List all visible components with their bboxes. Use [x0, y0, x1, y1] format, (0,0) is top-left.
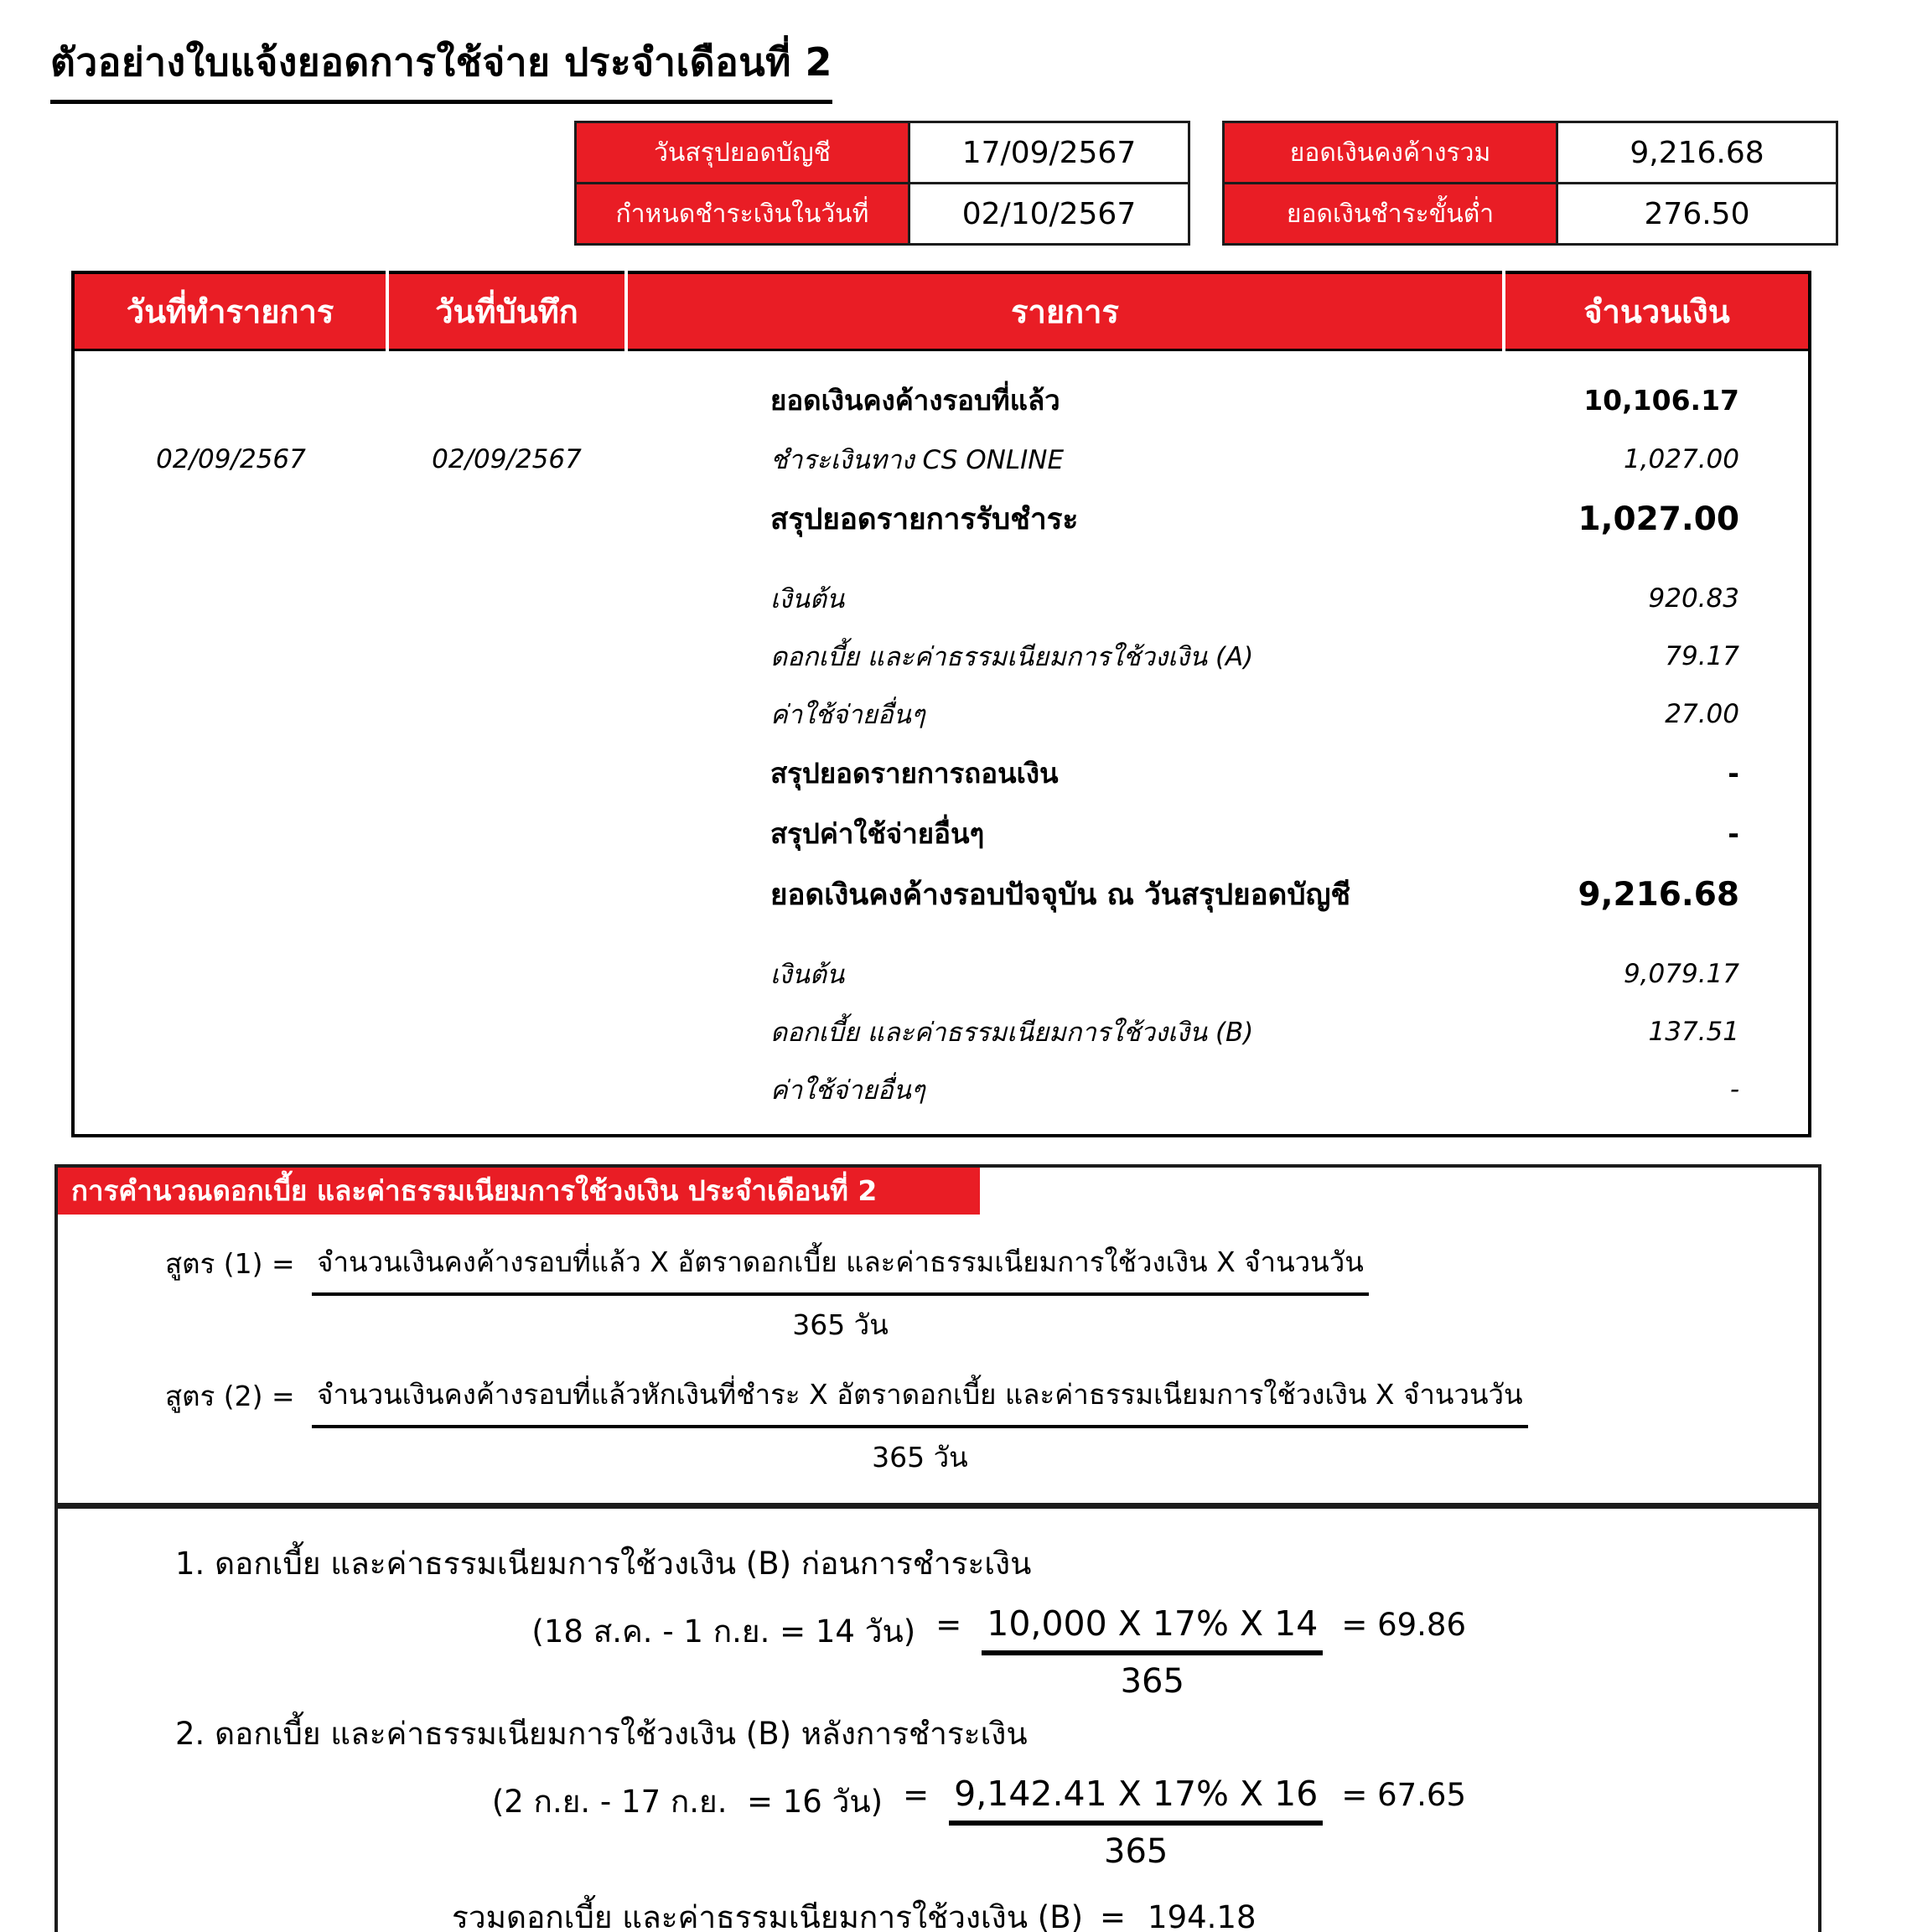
- example-1-calculation: [58, 1600, 1818, 1701]
- row-amount: -: [1728, 816, 1739, 850]
- row-description: ดอกเบี้ย และค่าธรรมเนียมการใช้วงเงิน (B): [770, 1017, 1254, 1048]
- row-amount: 920.83: [1648, 583, 1739, 614]
- statement-date-label: วันสรุปยอดบัญชี: [576, 122, 909, 184]
- page-title: ตัวอย่างใบแจ้งยอดการใช้จ่าย ประจำเดือนที่ 2: [50, 32, 832, 104]
- row-amount: 9,079.17: [1623, 958, 1739, 989]
- formula-2-fraction: [312, 1369, 1527, 1479]
- post-date: [387, 569, 626, 627]
- balance-summary-table: [1222, 121, 1838, 246]
- account-dates-table: [574, 121, 1190, 246]
- total-interest-label: รวมดอกเบี้ย และค่าธรรมเนียมการใช้วงเงิน (B): [452, 1898, 1084, 1932]
- total-interest-equals: =: [1100, 1898, 1127, 1932]
- table-row: [576, 184, 1189, 245]
- total-interest-value: 194.18: [1148, 1898, 1257, 1932]
- post-date: [387, 627, 626, 685]
- txn-date: [73, 1060, 387, 1136]
- example-2-equals: =: [903, 1776, 930, 1813]
- row-amount: -: [1728, 756, 1739, 790]
- row-amount: -: [1729, 1074, 1739, 1105]
- formula-1-denominator: 365 วัน: [792, 1308, 889, 1341]
- calculation-section-title: การคำนวณดอกเบี้ย และค่าธรรมเนียมการใช้วงเงิน ประจำเดือนที่ 2: [58, 1168, 980, 1215]
- row-amount: 1,027.00: [1578, 500, 1739, 538]
- statement-table-header-row: [73, 272, 1810, 350]
- row-amount: 27.00: [1665, 698, 1739, 729]
- txn-date: [73, 863, 387, 945]
- txn-date: [73, 627, 387, 685]
- interest-example-box: [54, 1506, 1821, 1932]
- table-row: [1224, 184, 1837, 245]
- formula-1-fraction: [312, 1236, 1369, 1347]
- total-interest-line: [452, 1893, 1818, 1932]
- row-description: สรุปค่าใช้จ่ายอื่นๆ: [770, 816, 985, 850]
- txn-date: [73, 685, 387, 743]
- row-amount: 10,106.17: [1583, 383, 1739, 417]
- header-posting-date: วันที่บันทึก: [387, 272, 626, 350]
- formula-1: [165, 1236, 1818, 1347]
- row-description: เงินต้น: [770, 959, 845, 990]
- example-1-denominator: 365: [1120, 1661, 1184, 1701]
- txn-date: [73, 488, 387, 569]
- post-date: [387, 945, 626, 1002]
- minimum-payment-value: 276.50: [1557, 184, 1837, 245]
- formula-2-numerator: จำนวนเงินคงค้างรอบที่แล้วหักเงินที่ชำระ X อัตราดอกเบี้ย และค่าธรรมเนียมการใช้วงเงิน X จำนวนวัน: [312, 1369, 1527, 1428]
- row-description: ยอดเงินคงค้างรอบปัจจุบัน ณ วันสรุปยอดบัญชี: [770, 878, 1351, 912]
- row-description: สรุปยอดรายการถอนเงิน: [770, 756, 1059, 790]
- total-outstanding-label: ยอดเงินคงค้างรวม: [1224, 122, 1557, 184]
- post-date: [387, 1060, 626, 1136]
- post-date: [387, 350, 626, 430]
- post-date: [387, 803, 626, 863]
- statement-table: [71, 271, 1811, 1137]
- table-row: [576, 122, 1189, 184]
- summary-boxes: [0, 121, 1838, 246]
- interest-calculation-box: [54, 1164, 1821, 1506]
- row-amount: 1,027.00: [1623, 443, 1739, 474]
- table-row: [73, 430, 1810, 488]
- example-2-result: = 67.65: [1341, 1776, 1466, 1813]
- minimum-payment-label: ยอดเงินชำระขั้นต่ำ: [1224, 184, 1557, 245]
- header-transaction-date: วันที่ทำรายการ: [73, 272, 387, 350]
- row-description: เงินต้น: [770, 583, 845, 614]
- txn-date: [73, 743, 387, 803]
- post-date: [387, 743, 626, 803]
- example-2-denominator: 365: [1104, 1831, 1168, 1871]
- row-amount: 79.17: [1665, 640, 1739, 671]
- header-amount: จำนวนเงิน: [1504, 272, 1810, 350]
- table-row: [73, 685, 1810, 743]
- post-date: [387, 1002, 626, 1060]
- formula-2: [165, 1369, 1818, 1479]
- example-1-numerator: 10,000 X 17% X 14: [982, 1600, 1323, 1655]
- txn-date: 02/09/2567: [156, 443, 306, 474]
- table-row: [73, 627, 1810, 685]
- row-amount: 9,216.68: [1578, 875, 1739, 914]
- statement-date-value: 17/09/2567: [909, 122, 1189, 184]
- table-row: [1224, 122, 1837, 184]
- example-1-fraction: [982, 1600, 1323, 1701]
- table-row: [73, 1002, 1810, 1060]
- row-description: สรุปยอดรายการรับชำระ: [770, 502, 1079, 536]
- post-date: 02/09/2567: [432, 443, 582, 474]
- formula-2-denominator: 365 วัน: [872, 1440, 968, 1474]
- example-2-period: (2 ก.ย. - 17 ก.ย. = 16 วัน): [491, 1783, 883, 1820]
- post-date: [387, 488, 626, 569]
- due-date-label: กำหนดชำระเงินในวันที่: [576, 184, 909, 245]
- formula-1-numerator: จำนวนเงินคงค้างรอบที่แล้ว X อัตราดอกเบี้ย และค่าธรรมเนียมการใช้วงเงิน X จำนวนวัน: [312, 1236, 1369, 1296]
- txn-date: [73, 803, 387, 863]
- table-row: [73, 488, 1810, 569]
- due-date-value: 02/10/2567: [909, 184, 1189, 245]
- example-2-title: 2. ดอกเบี้ย และค่าธรรมเนียมการใช้วงเงิน (B) หลังการชำระเงิน: [175, 1715, 1028, 1752]
- txn-date: [73, 569, 387, 627]
- table-row: [73, 945, 1810, 1002]
- row-amount: 137.51: [1648, 1016, 1739, 1047]
- txn-date: [73, 1002, 387, 1060]
- total-outstanding-value: 9,216.68: [1557, 122, 1837, 184]
- example-2-fraction: [949, 1770, 1323, 1871]
- table-row: [73, 803, 1810, 863]
- row-description: ดอกเบี้ย และค่าธรรมเนียมการใช้วงเงิน (A): [770, 641, 1254, 672]
- table-row: [73, 569, 1810, 627]
- post-date: [387, 863, 626, 945]
- example-1-equals: =: [935, 1606, 962, 1643]
- formula-1-label: สูตร (1) =: [165, 1246, 304, 1280]
- row-description: ยอดเงินคงค้างรอบที่แล้ว: [770, 383, 1060, 417]
- txn-date: [73, 945, 387, 1002]
- row-description: ชำระเงินทาง CS ONLINE: [770, 444, 1065, 475]
- table-row: [73, 863, 1810, 945]
- txn-date: [73, 350, 387, 430]
- table-row: [73, 1060, 1810, 1136]
- row-description: ค่าใช้จ่ายอื่นๆ: [770, 1075, 925, 1106]
- row-description: ค่าใช้จ่ายอื่นๆ: [770, 699, 925, 730]
- example-2-numerator: 9,142.41 X 17% X 16: [949, 1770, 1323, 1826]
- table-row: [73, 743, 1810, 803]
- header-description: รายการ: [626, 272, 1504, 350]
- example-1-title: 1. ดอกเบี้ย และค่าธรรมเนียมการใช้วงเงิน (B) ก่อนการชำระเงิน: [175, 1545, 1032, 1582]
- table-row: [73, 350, 1810, 430]
- example-1-result: = 69.86: [1341, 1606, 1466, 1643]
- example-1-period: (18 ส.ค. - 1 ก.ย. = 14 วัน): [531, 1613, 916, 1650]
- post-date: [387, 685, 626, 743]
- formula-2-label: สูตร (2) =: [165, 1379, 304, 1412]
- example-2-calculation: [58, 1770, 1818, 1871]
